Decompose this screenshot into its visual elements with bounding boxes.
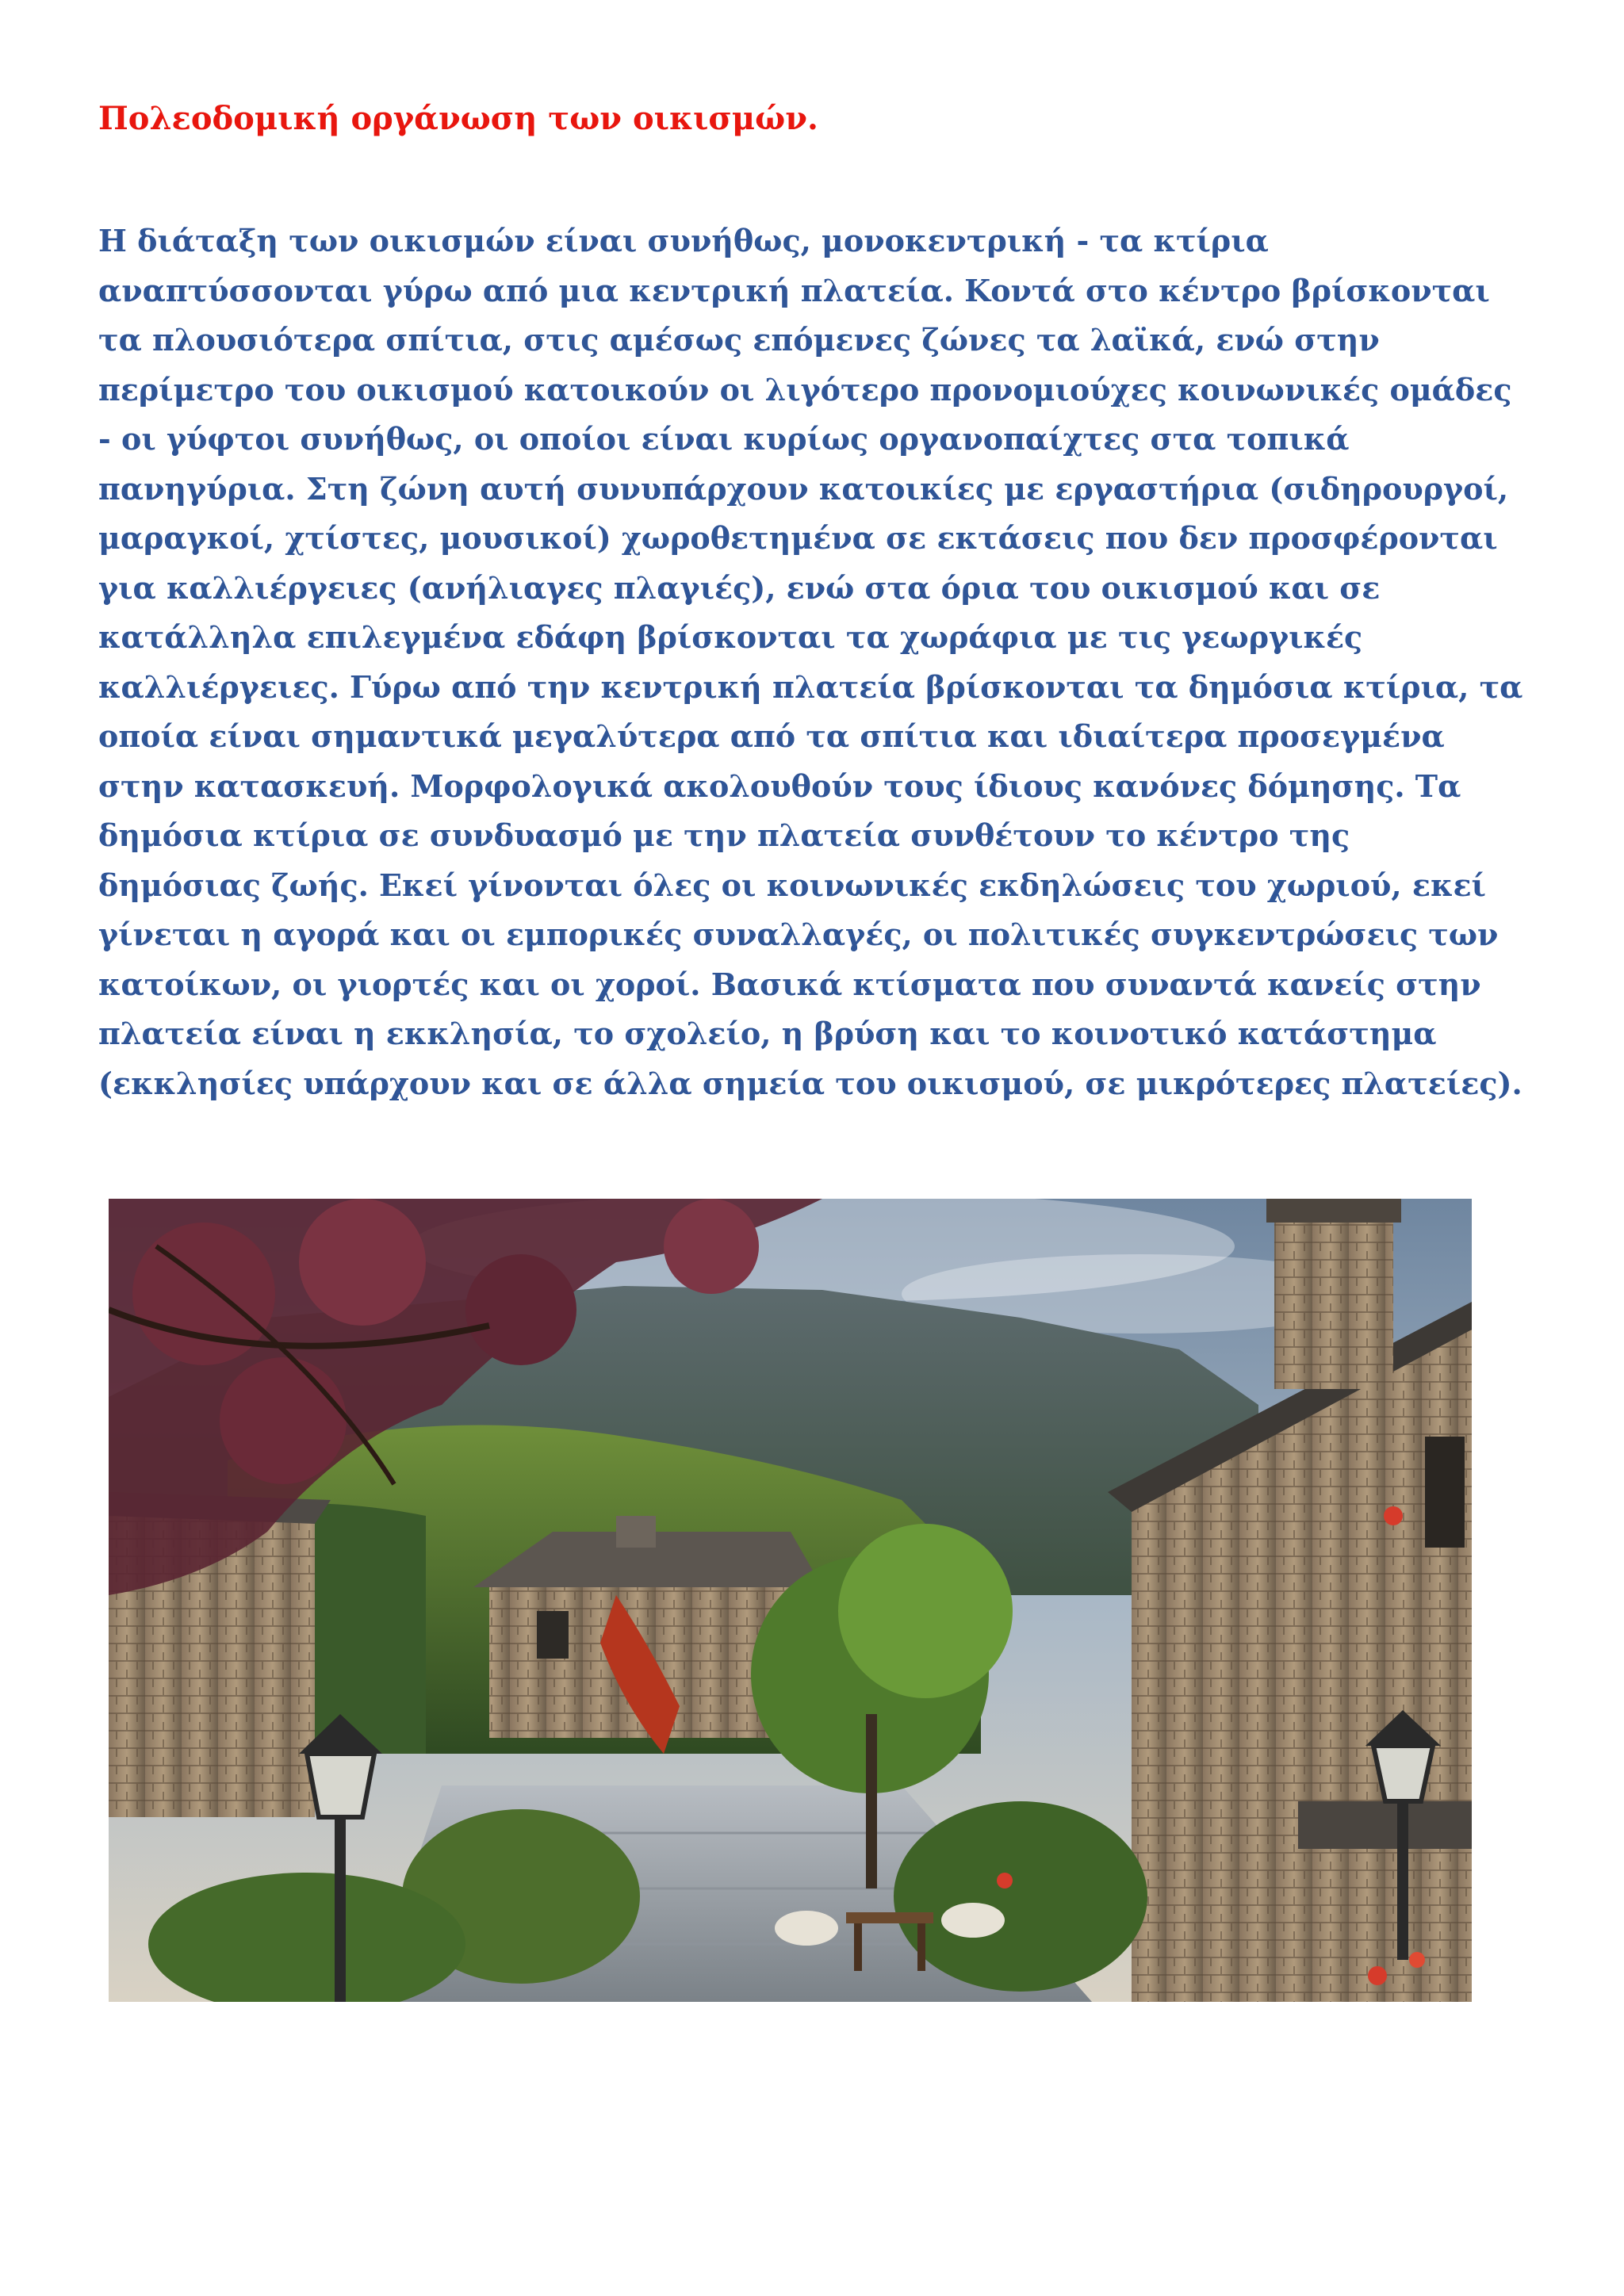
paragraph-line: περίμετρο του οικισμού κατοικούν οι λιγότερο προνομιούχες κοινωνικές ομάδες — [98, 371, 1512, 408]
document-title: Πολεοδομική οργάνωση των οικισμών. — [98, 100, 818, 137]
paragraph-line: δημόσιας ζωής. Εκεί γίνονται όλες οι κοινωνικές εκδηλώσεις του χωριού, εκεί — [98, 867, 1486, 903]
village-square-photo — [109, 1199, 1472, 2002]
paragraph-line: (εκκλησίες υπάρχουν και σε άλλα σημεία του οικισμού, σε μικρότερες πλατείες). — [98, 1065, 1522, 1101]
paragraph-line: πανηγύρια. Στη ζώνη αυτή συνυπάρχουν κατοικίες με εργαστήρια (σιδηρουργοί, — [98, 470, 1509, 507]
paragraph-line: τα πλουσιότερα σπίτια, στις αμέσως επόμενες ζώνες τα λαϊκά, ενώ στην — [98, 322, 1380, 358]
paragraph-line: - οι γύφτοι συνήθως, οι οποίοι είναι κυρίως οργανοπαίχτες στα τοπικά — [98, 421, 1350, 457]
paragraph-line: γίνεται η αγορά και οι εμπορικές συναλλαγές, οι πολιτικές συγκεντρώσεις των — [98, 916, 1499, 952]
paragraph-line: για καλλιέργειες (ανήλιαγες πλαγιές), ενώ στα όρια του οικισμού και σε — [98, 569, 1381, 606]
paragraph-line: αναπτύσσονται γύρω από μια κεντρική πλατεία. Κοντά στο κέντρο βρίσκονται — [98, 272, 1490, 308]
paragraph-line: κατοίκων, οι γιορτές και οι χοροί. Βασικά κτίσματα που συναντά κανείς στην — [98, 966, 1481, 1002]
paragraph-line: κατάλληλα επιλεγμένα εδάφη βρίσκονται τα χωράφια με τις γεωργικές — [98, 619, 1363, 655]
paragraph-line: πλατεία είναι η εκκλησία, το σχολείο, η βρύση και το κοινοτικό κατάστημα — [98, 1016, 1437, 1051]
paragraph-line: δημόσια κτίρια σε συνδυασμό με την πλατεία συνθέτουν το κέντρο της — [98, 817, 1350, 853]
paragraph-line: στην κατασκευή. Μορφολογικά ακολουθούν τους ίδιους κανόνες δόμησης. Τα — [98, 767, 1461, 804]
paragraph-line: Η διάταξη των οικισμών είναι συνήθως, μονοκεντρική - τα κτίρια — [98, 223, 1269, 258]
document-paragraph — [98, 216, 1557, 1108]
paragraph-line: μαραγκοί, χτίστες, μουσικοί) χωροθετημένα σε εκτάσεις που δεν προσφέρονται — [98, 520, 1498, 556]
paragraph-line: οποία είναι σημαντικά μεγαλύτερα από τα σπίτια και ιδιαίτερα προσεγμένα — [98, 718, 1445, 754]
paragraph-line: καλλιέργειες. Γύρω από την κεντρική πλατεία βρίσκονται τα δημόσια κτίρια, τα — [98, 668, 1523, 705]
